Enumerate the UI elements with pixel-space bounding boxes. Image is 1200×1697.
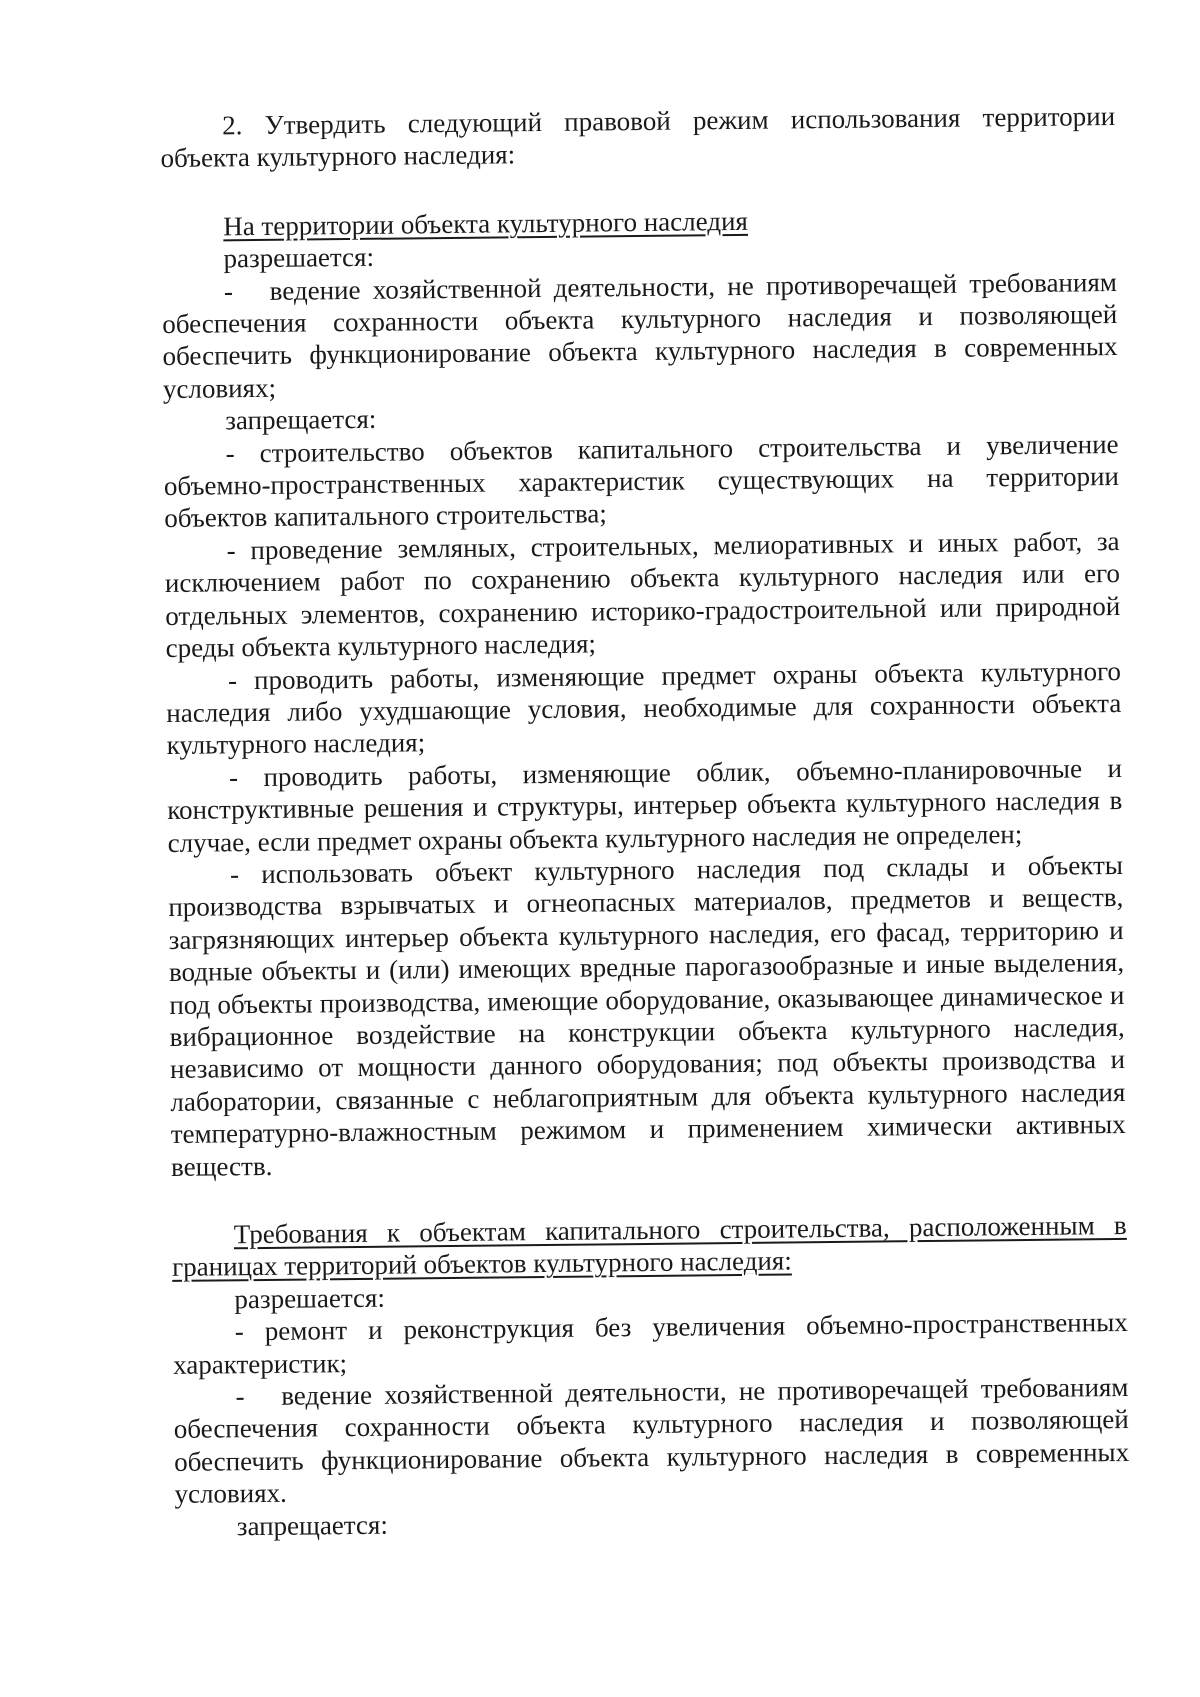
section1-forbidden-item: - проводить работы, изменяющие облик, объемно-планировочные и конструктивные решения и структуры, интерьер объекта культурного наследия в случае, если предмет охраны объекта культурного наследия не определен; xyxy=(167,752,1123,858)
section2-allowed-label: разрешается: xyxy=(234,1282,386,1315)
section1-forbidden-item: - проведение земляных, строительных, мелиоративных и иных работ, за исключением работ по сохранению объекта культурного наследия или его отдельных элементов, сохранению историко-градостроительной или природной среды объекта культурного наследия; xyxy=(164,525,1121,664)
section1-forbidden-item: - строительство объектов капитального строительства и увеличение объемно-пространственных характеристик существующих на территории объектов капитального строительства; xyxy=(163,428,1120,534)
section1-forbidden-item: - проводить работы, изменяющие предмет охраны объекта культурного наследия либо ухудшающие условия, необходимые для сохранности объекта культурного наследия; xyxy=(166,655,1122,761)
section1-forbidden-item: - использовать объект культурного наследия под склады и объекты производства взрывчатых и огнеопасных материалов, предметов и веществ, загрязняющих интерьер объекта культурного наследия, его фасад, территорию и водные объекты и (или) имеющих вредные парогазообразные и иные выделения, под объекты производства, имеющие оборудование, оказывающее динамическое и вибрационное воздействие на конструкции объекта культурного наследия, независимо от мощности данного оборудования; под объекты производства и лаборатории, связанные с неблагоприятным для объекта культурного наследия температурно-влажностным режимом и применением химически активных веществ. xyxy=(168,849,1126,1182)
section1-forbidden-label: запрещается: xyxy=(225,404,377,436)
section1-heading: На территории объекта культурного наследия xyxy=(223,205,749,242)
section2-allowed-item: - ремонт и реконструкция без увеличения объемно-пространственных характеристик; xyxy=(172,1307,1128,1380)
section2-forbidden-label: запрещается: xyxy=(236,1509,389,1541)
section2-heading: Требования к объектам капитального строительства, расположенным в границах территорий объектов культурного наследия: xyxy=(171,1209,1127,1283)
section1-allowed-label: разрешается: xyxy=(223,241,375,274)
intro-paragraph: 2. Утвердить следующий правовой режим использования территории объекта культурного наследия: xyxy=(160,100,1116,174)
document-body xyxy=(160,100,1130,1543)
section1-allowed-item: - ведение хозяйственной деятельности, не противоречащей требованиям обеспечения сохранности объекта культурного наследия и позволяющей обеспечить функционирование объекта культурного наследия в современных условиях; xyxy=(162,266,1118,404)
section2-allowed-item: - ведение хозяйственной деятельности, не противоречащей требованиям обеспечения сохранности объекта культурного наследия и позволяющей обеспечить функционирование объекта культурного наследия в современных условиях. xyxy=(173,1371,1130,1510)
